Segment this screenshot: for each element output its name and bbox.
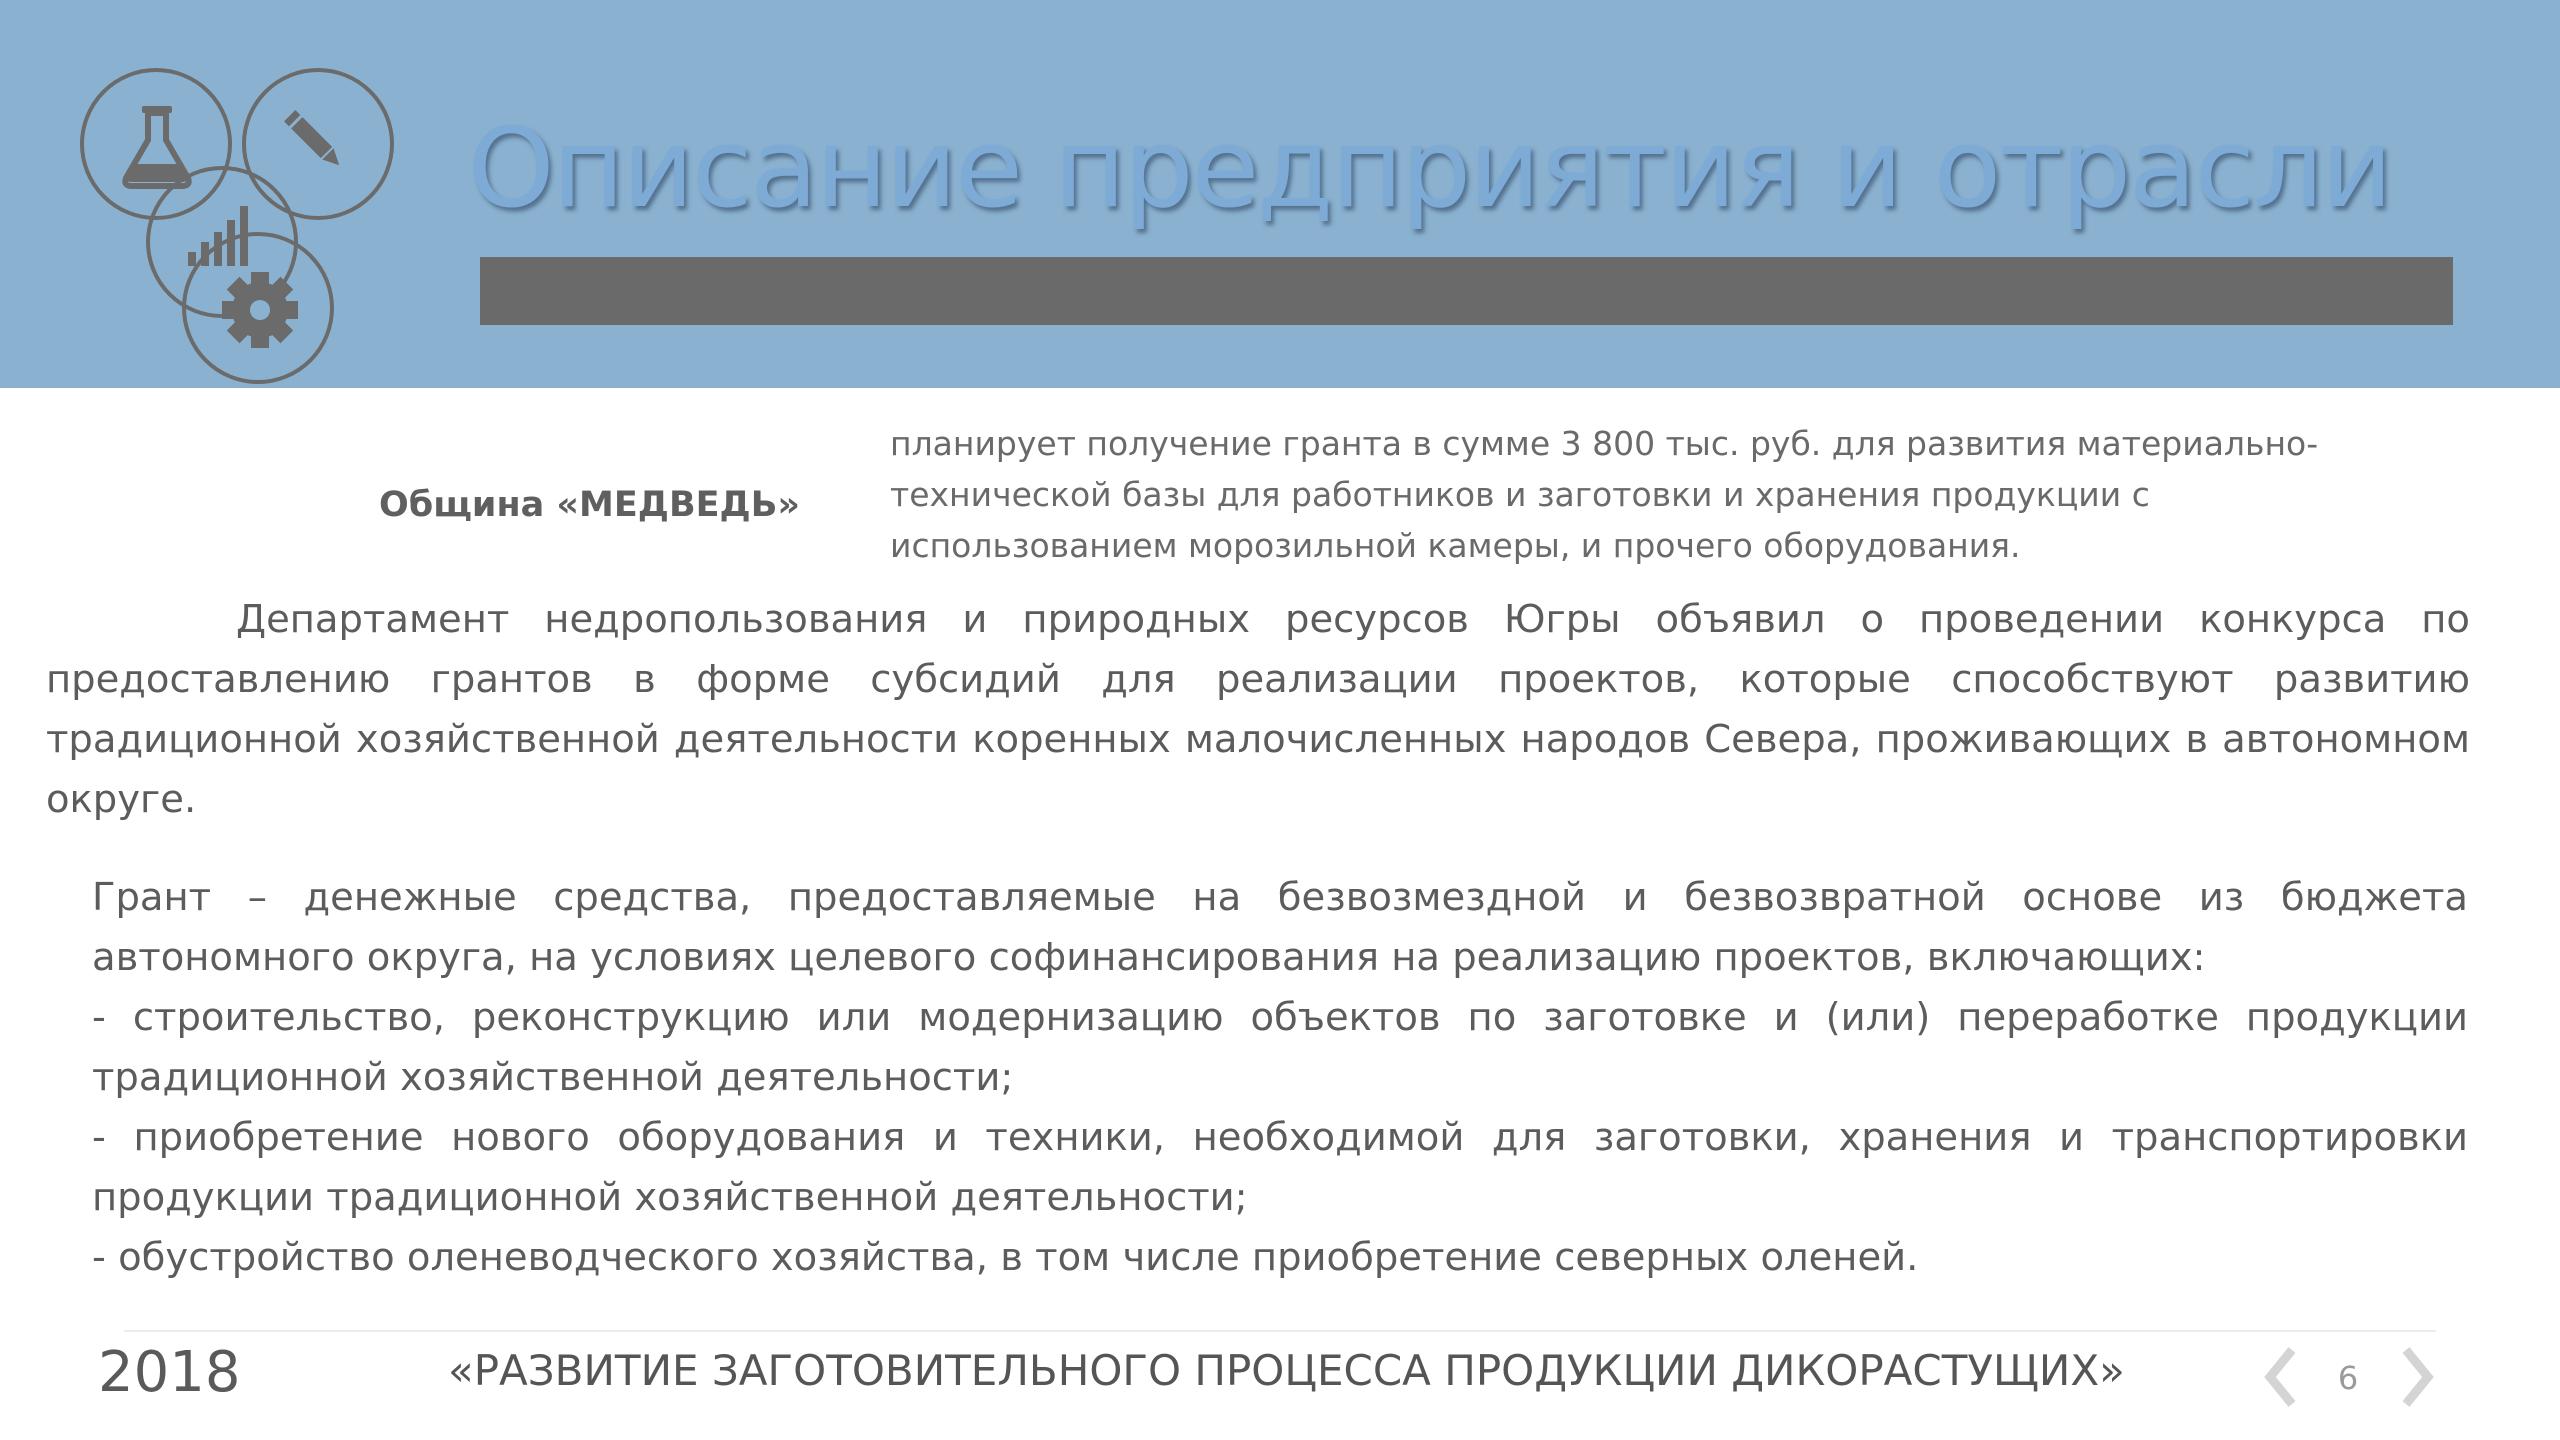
organization-name: Община «МЕДВЕДЬ» <box>379 485 800 525</box>
description-line: технической базы для работников и заготовки и хранения продукции с <box>890 475 2150 514</box>
chevron-right-icon[interactable] <box>2396 1346 2436 1408</box>
grant-definition: Грант – денежные средства, предоставляемые на безвозмездной и безвозвратной основе из бюджета автономного округа, на условиях целевого софинансирования на реализацию проектов, включающих: <box>92 875 2468 980</box>
footer-year: 2018 <box>98 1340 241 1405</box>
list-item: - строительство, реконструкцию или модернизацию объектов по заготовке и (или) переработке продукции традиционной хозяйственной деятельности; <box>92 995 2468 1100</box>
list-item: - приобретение нового оборудования и техники, необходимой для заготовки, хранения и транспортировки продукции традиционной хозяйственной деятельности; <box>92 1115 2468 1220</box>
flask-icon <box>125 106 189 186</box>
page-number: 6 <box>2337 1359 2359 1397</box>
pencil-icon <box>284 110 345 171</box>
gear-icon <box>222 272 298 348</box>
organization-description <box>890 418 2450 571</box>
grant-section <box>92 868 2468 1288</box>
description-line: использованием морозильной камеры, и прочего оборудования. <box>890 526 2021 565</box>
footer-project-title: «РАЗВИТИЕ ЗАГОТОВИТЕЛЬНОГО ПРОЦЕССА ПРОДУКЦИИ ДИКОРАСТУЩИХ» <box>448 1346 2125 1395</box>
page-title: Описание предприятия и отрасли <box>468 104 2391 232</box>
footer-divider <box>124 1330 2436 1332</box>
title-underline-bar <box>480 257 2453 325</box>
list-item: - обустройство оленеводческого хозяйства, в том числе приобретение северных оленей. <box>92 1235 1919 1280</box>
chevron-left-icon[interactable] <box>2262 1346 2302 1408</box>
header-band <box>0 0 2560 388</box>
logo-circles <box>70 60 410 400</box>
description-line: планирует получение гранта в сумме 3 800 тыс. руб. для развития материально- <box>890 424 2319 463</box>
department-paragraph: Департамент недропользования и природных ресурсов Югры объявил о проведении конкурса по предоставлению грантов в форме субсидий для реализации проектов, которые способствуют развитию традиционной хозяйственной деятельности коренных малочисленных народов Севера, проживающих в автономном округе. <box>46 597 2470 822</box>
